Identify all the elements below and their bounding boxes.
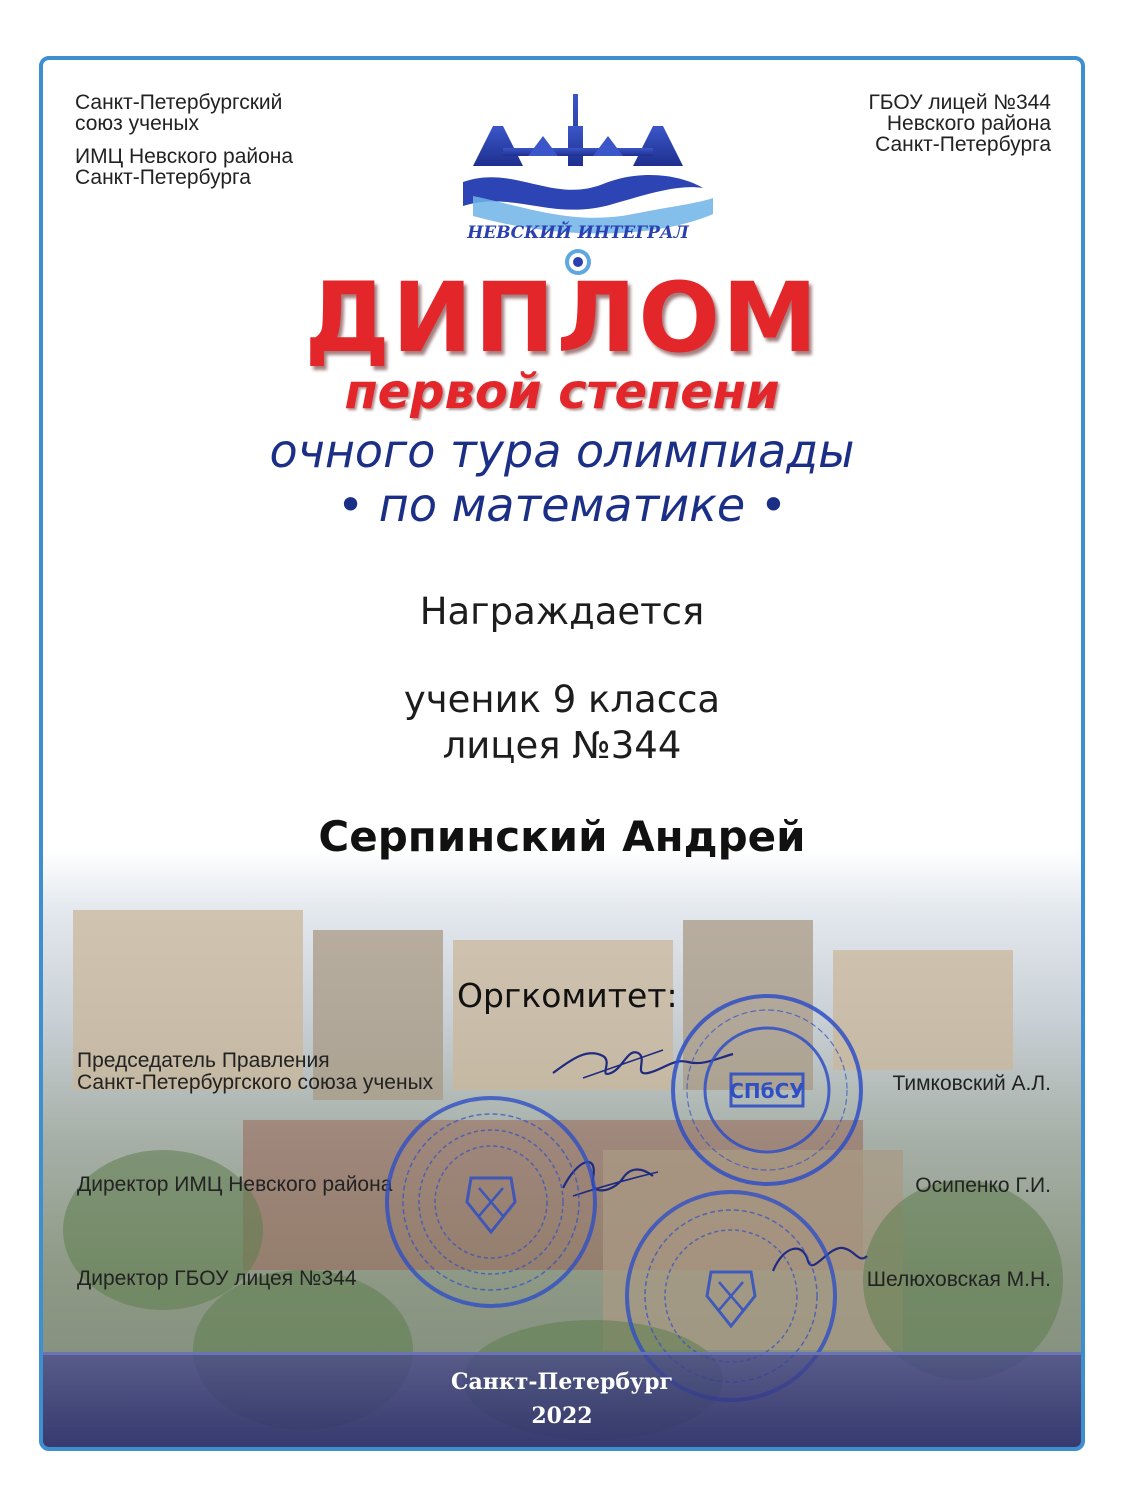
winner-name: Серпинский Андрей: [318, 812, 806, 861]
award-intro: Награждается: [419, 590, 705, 633]
header-right-line-1: ГБОУ лицей №344: [868, 91, 1051, 114]
footer-city: Санкт-Петербург: [451, 1369, 673, 1395]
award-role-line-2: лицея №344: [442, 724, 682, 767]
diploma-title: ДИПЛОМ: [304, 262, 820, 374]
header-left-line-1: Санкт-Петербургский: [75, 91, 283, 114]
footer-ribbon: [43, 1352, 1081, 1447]
footer-year: 2022: [531, 1403, 593, 1429]
imc-round-stamp: [381, 1092, 601, 1312]
spbsu-stamp-center: СПбСУ: [729, 1079, 805, 1103]
signer-3-title: Директор ГБОУ лицея №344: [77, 1267, 357, 1290]
olympiad-tour-line-1: очного тура олимпиады: [269, 424, 855, 478]
award-role-line-1: ученик 9 класса: [403, 678, 721, 721]
spbsu-stamp: [667, 990, 867, 1190]
olympiad-tour-line-2: • по математике •: [336, 478, 787, 532]
signer-2-name: Осипенко Г.И.: [915, 1174, 1051, 1197]
signer-2-title: Директор ИМЦ Невского района: [77, 1173, 393, 1196]
committee-heading: Оргкомитет:: [457, 976, 678, 1015]
diploma-degree: первой степени: [344, 364, 780, 420]
logo-text: НЕВСКИЙ ИНТЕГРАЛ: [467, 223, 689, 243]
header-left-org: [75, 92, 293, 188]
header-left-line-4: Санкт-Петербурга: [75, 166, 251, 189]
signer-1-title: [77, 1050, 433, 1094]
signer-3-name: Шелюховская М.Н.: [866, 1268, 1051, 1291]
header-right-org: [868, 92, 1051, 155]
signer-1-name: Тимковский А.Л.: [892, 1072, 1051, 1095]
header-left-line-3: ИМЦ Невского района: [75, 145, 294, 168]
nevsky-integral-logo: [433, 86, 723, 276]
header-left-line-2: союз ученых: [75, 112, 199, 135]
header-right-line-3: Санкт-Петербурга: [875, 133, 1051, 156]
signer-1-title-line-1: Председатель Правления: [77, 1049, 330, 1072]
diploma-frame: [39, 56, 1085, 1451]
header-right-line-2: Невского района: [886, 112, 1051, 135]
signer-1-title-line-2: Санкт-Петербургского союза ученых: [77, 1071, 434, 1094]
